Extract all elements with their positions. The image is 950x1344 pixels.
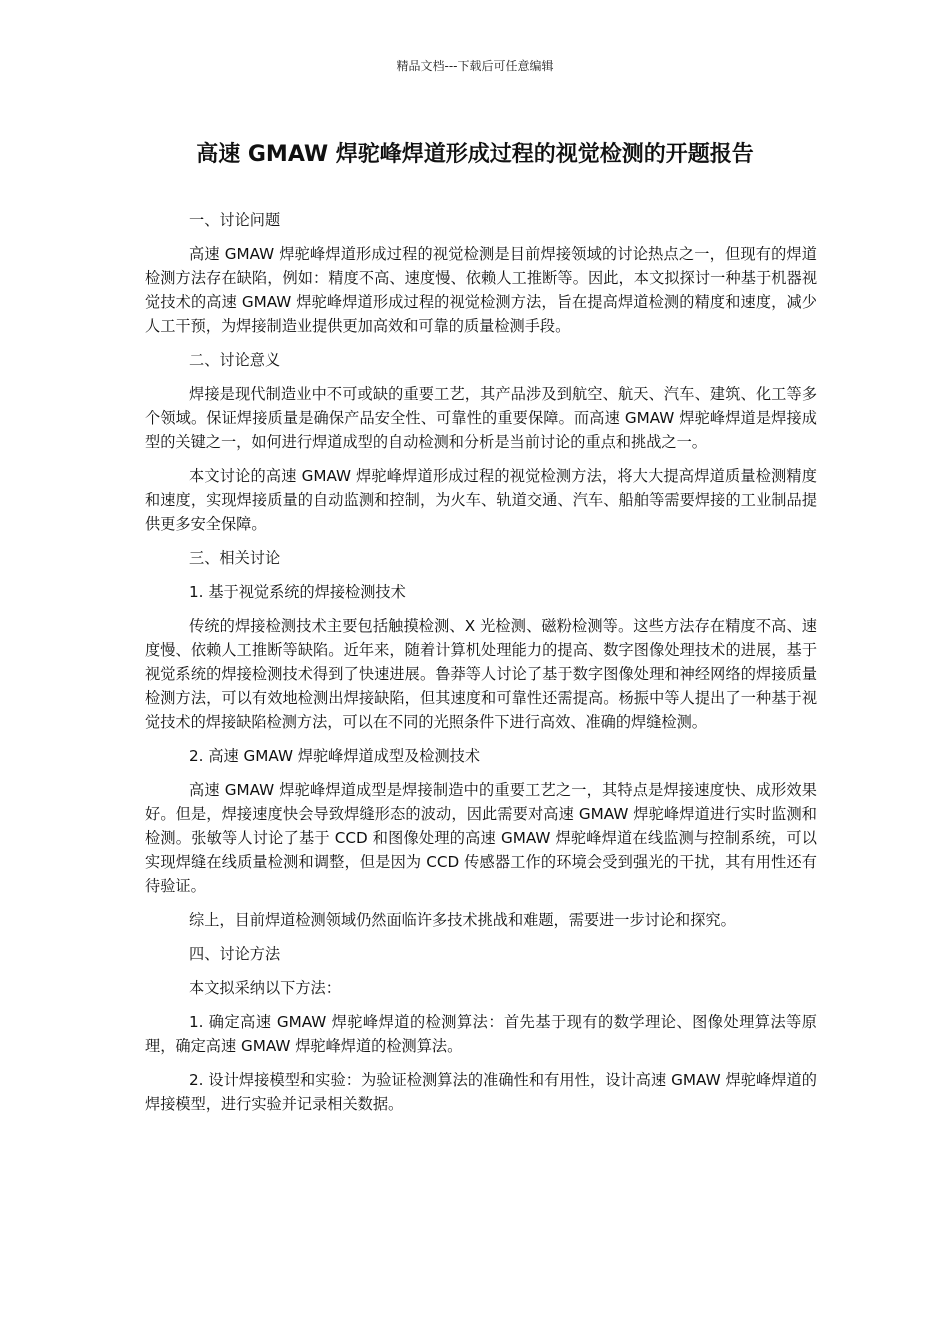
subsection-heading: 2. 高速 GMAW 焊驼峰焊道成型及检测技术 xyxy=(189,747,481,765)
paragraph: 综上，目前焊道检测领域仍然面临许多技术挑战和难题，需要进一步讨论和探究。 xyxy=(189,911,736,929)
section-heading: 三、相关讨论 xyxy=(189,549,281,567)
page-header: 精品文档---下载后可任意编辑 xyxy=(396,59,554,73)
section-heading: 四、讨论方法 xyxy=(189,945,281,963)
paragraph: 传统的焊接检测技术主要包括触摸检测、X 光检测、磁粉检测等。这些方法存在精度不高、速度慢、依赖人工推断等缺陷。近年来，随着计算机处理能力的提高、数字图像处理技术的进展，基于视觉系统的焊接检测技术得到了快速进展。鲁莽等人讨论了基于数字图像处理和神经网络的焊接质量检测方法，可以有效地检测出焊接缺陷，但其速度和可靠性还需提高。杨振中等人提出了一种基于视觉技术的焊接缺陷检测方法，可以在不同的光照条件下进行高效、准确的焊缝检测。 xyxy=(145,617,817,731)
paragraph: 高速 GMAW 焊驼峰焊道形成过程的视觉检测是目前焊接领域的讨论热点之一，但现有的焊道检测方法存在缺陷，例如：精度不高、速度慢、依赖人工推断等。因此，本文拟探讨一种基于机器视觉技术的高速 GMAW 焊驼峰焊道形成过程的视觉检测方法，旨在提高焊道检测的精度和速度，减少人工干预，为焊接制造业提供更加高效和可靠的质量检测手段。 xyxy=(145,245,817,335)
document-title: 高速 GMAW 焊驼峰焊道形成过程的视觉检测的开题报告 xyxy=(196,142,754,167)
paragraph: 本文讨论的高速 GMAW 焊驼峰焊道形成过程的视觉检测方法，将大大提高焊道质量检测精度和速度，实现焊接质量的自动监测和控制，为火车、轨道交通、汽车、船舶等需要焊接的工业制品提供更多安全保障。 xyxy=(145,467,817,533)
document-body xyxy=(145,208,817,1126)
section-heading: 一、讨论问题 xyxy=(189,211,281,229)
section-heading: 二、讨论意义 xyxy=(189,351,281,369)
paragraph: 高速 GMAW 焊驼峰焊道成型是焊接制造中的重要工艺之一，其特点是焊接速度快、成形效果好。但是，焊接速度快会导致焊缝形态的波动，因此需要对高速 GMAW 焊驼峰焊道进行实时监测和检测。张敏等人讨论了基于 CCD 和图像处理的高速 GMAW 焊驼峰焊道在线监测与控制系统，可以实现焊缝在线质量检测和调整，但是因为 CCD 传感器工作的环境会受到强光的干扰，其有用性还有待验证。 xyxy=(145,781,817,895)
list-item: 1. 确定高速 GMAW 焊驼峰焊道的检测算法：首先基于现有的数学理论、图像处理算法等原理，确定高速 GMAW 焊驼峰焊道的检测算法。 xyxy=(145,1013,817,1055)
subsection-heading: 1. 基于视觉系统的焊接检测技术 xyxy=(189,583,406,601)
paragraph: 焊接是现代制造业中不可或缺的重要工艺，其产品涉及到航空、航天、汽车、建筑、化工等多个领域。保证焊接质量是确保产品安全性、可靠性的重要保障。而高速 GMAW 焊驼峰焊道是焊接成型的关键之一，如何进行焊道成型的自动检测和分析是当前讨论的重点和挑战之一。 xyxy=(145,385,817,451)
paragraph: 本文拟采纳以下方法： xyxy=(189,979,341,997)
list-item: 2. 设计焊接模型和实验：为验证检测算法的准确性和有用性，设计高速 GMAW 焊驼峰焊道的焊接模型，进行实验并记录相关数据。 xyxy=(145,1071,817,1113)
